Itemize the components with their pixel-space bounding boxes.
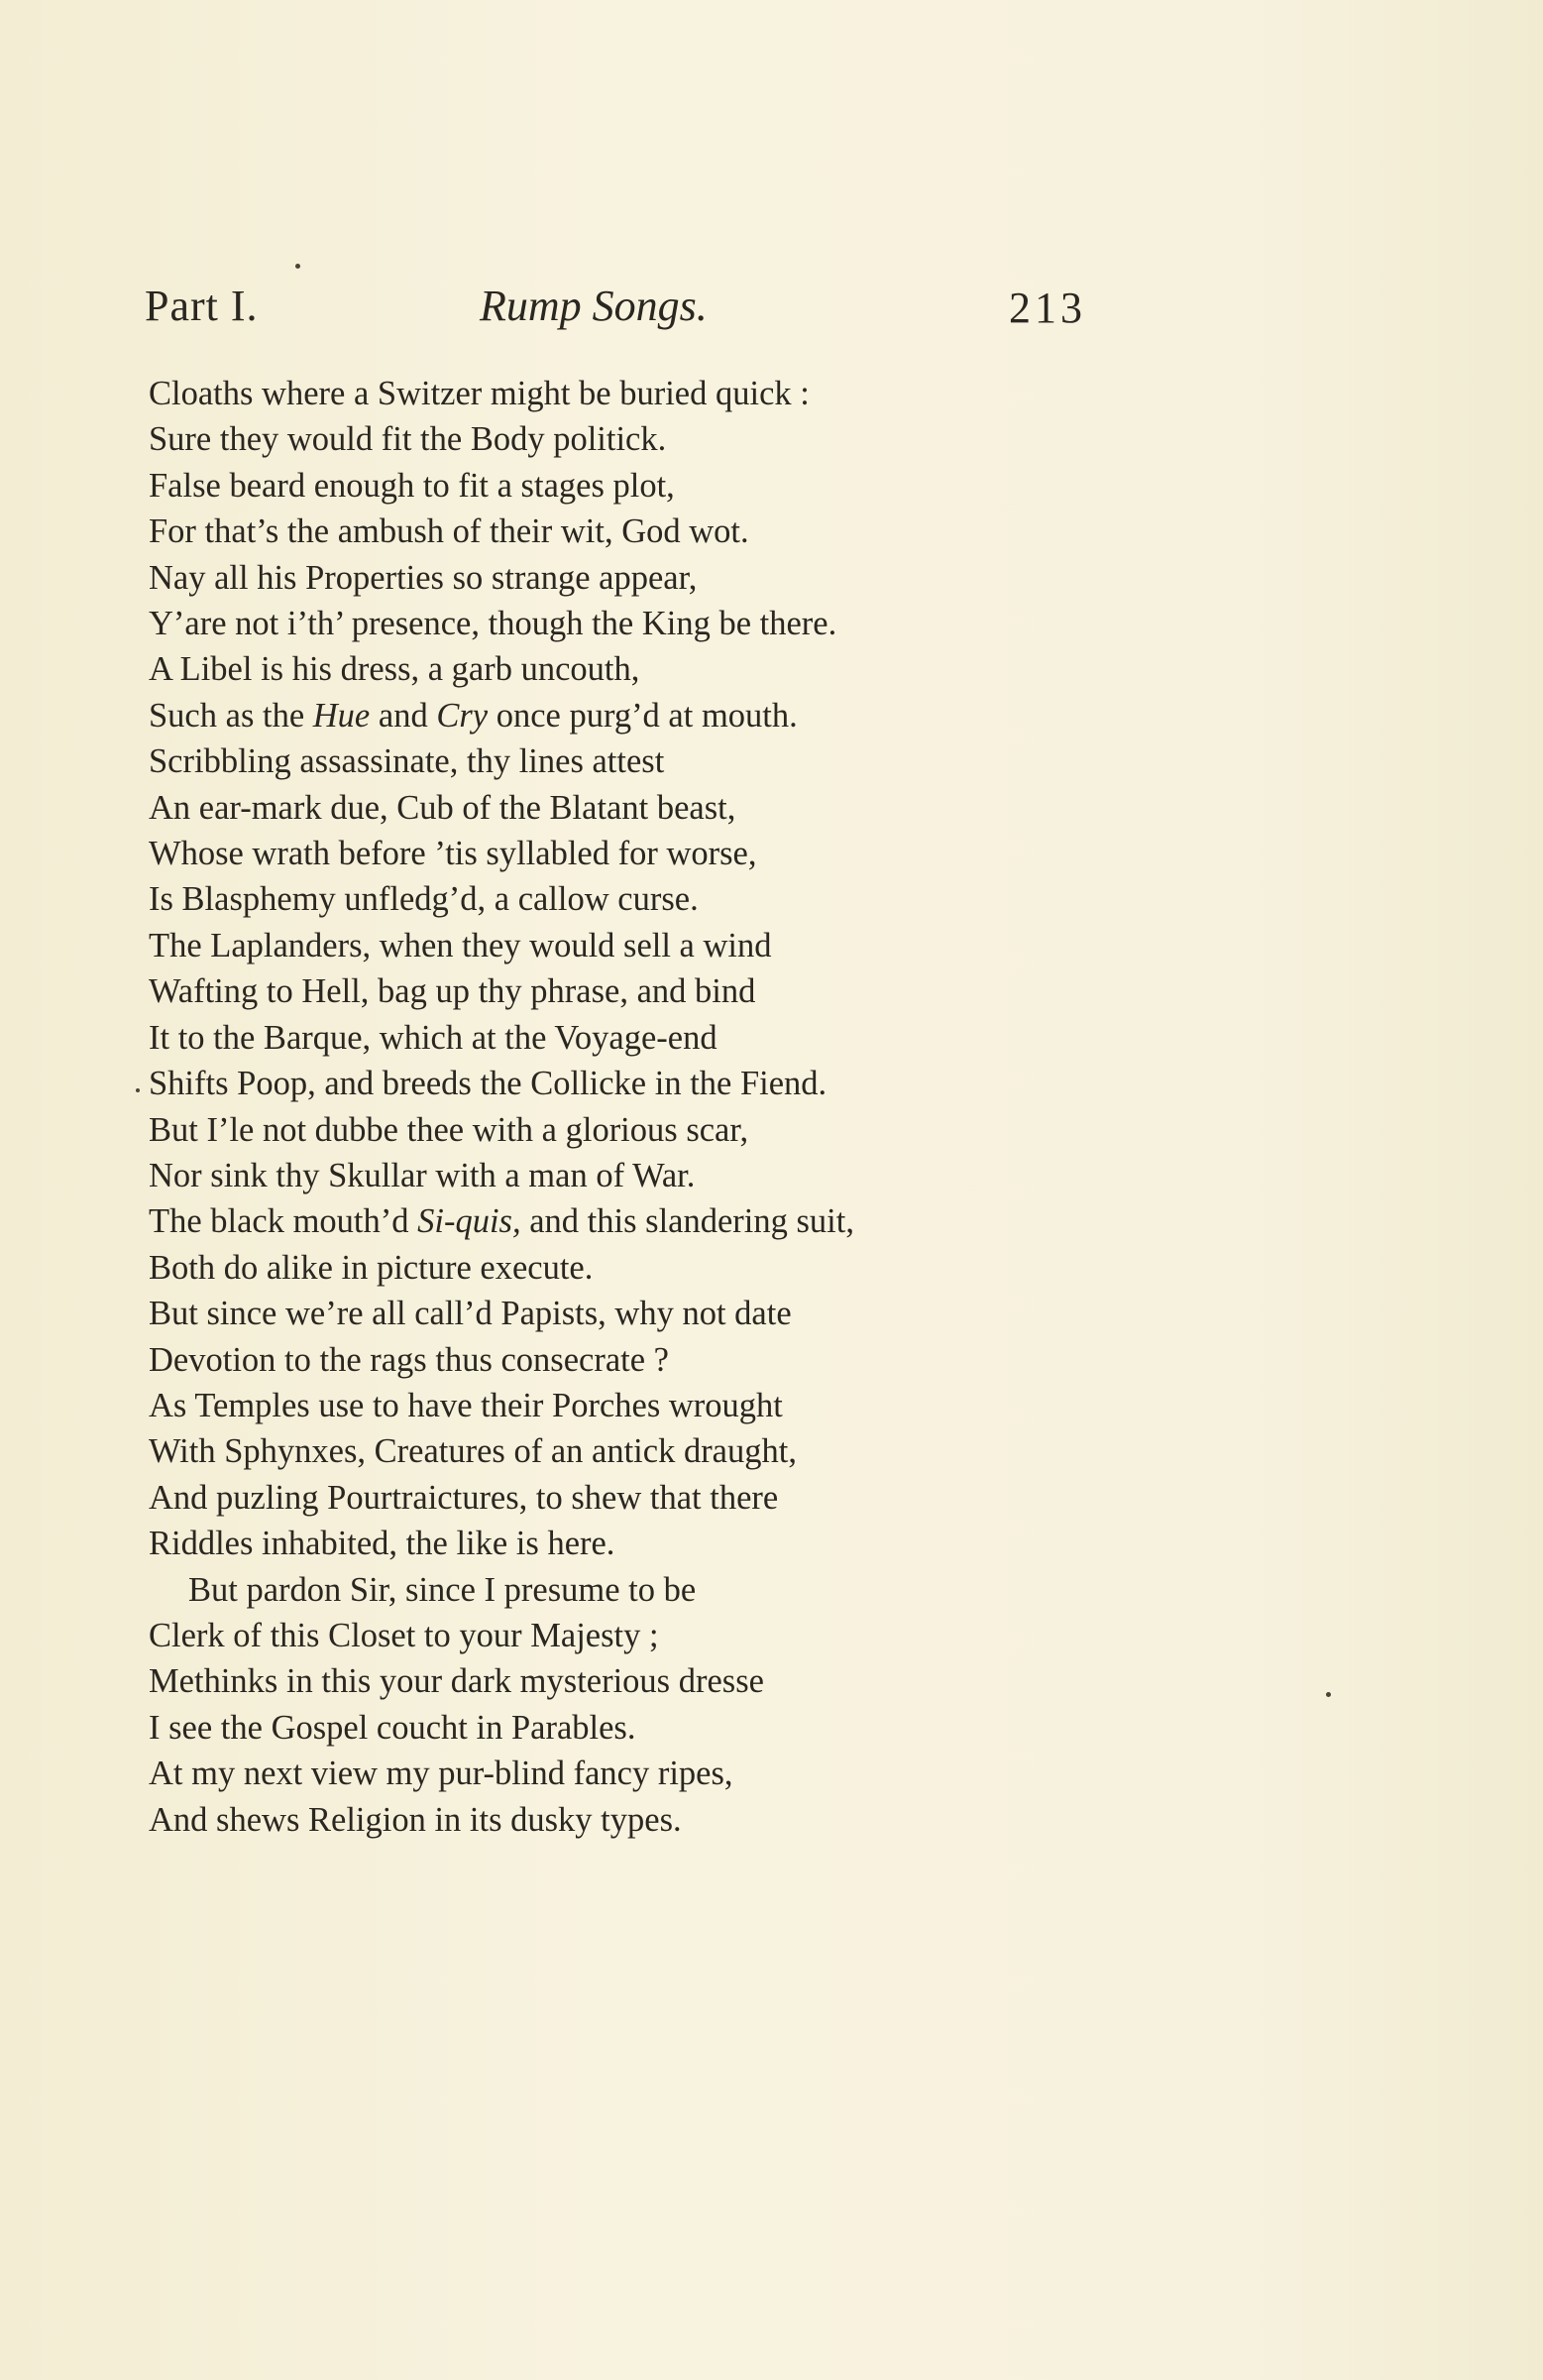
poem-line: An ear-mark due, Cub of the Blatant beast, [149, 788, 736, 827]
italic-word: Si-quis, [417, 1202, 521, 1241]
poem-line: Devotion to the rags thus consecrate ? [149, 1340, 669, 1379]
poem-line: Sure they would fit the Body politick. [149, 420, 667, 459]
line-text: and this slandering suit, [520, 1202, 854, 1241]
poem-line: For that’s the ambush of their wit, God wot. [149, 512, 749, 551]
poem-line: With Sphynxes, Creatures of an antick draught, [149, 1432, 797, 1471]
poem-line: As Temples use to have their Porches wrought [149, 1386, 783, 1424]
poem-line: Nay all his Properties so strange appear, [149, 558, 698, 597]
poem-line: But pardon Sir, since I presume to be [188, 1570, 697, 1609]
page-number: 213 [1009, 283, 1086, 332]
poem-line: Scribbling assassinate, thy lines attest [149, 742, 665, 781]
poem-line [149, 1198, 1041, 1244]
poem-line: And puzling Pourtraictures, to shew that there [149, 1478, 779, 1517]
italic-word: Hue [312, 696, 371, 735]
poem-line: And shews Religion in its dusky types. [149, 1800, 682, 1839]
running-title: Rump Songs. [480, 282, 708, 330]
line-text: Such as the [149, 696, 313, 735]
poem-line: Clerk of this Closet to your Majesty ; [149, 1616, 659, 1654]
poem-line: Methinks in this your dark mysterious dresse [149, 1662, 764, 1701]
poem-line: It to the Barque, which at the Voyage-end [149, 1018, 717, 1057]
poem-line [149, 693, 1041, 738]
poem-line: At my next view my pur-blind fancy ripes, [149, 1755, 733, 1793]
poem-line: Y’are not i’th’ presence, though the King be there. [149, 605, 837, 643]
part-label: Part I. [145, 282, 259, 330]
poem-text [149, 371, 1041, 1843]
poem-line: The Laplanders, when they would sell a wind [149, 926, 772, 964]
line-text: once purg’d at mouth. [488, 696, 798, 735]
poem-line: Is Blasphemy unfledg’d, a callow curse. [149, 880, 699, 919]
poem-line: Riddles inhabited, the like is here. [149, 1525, 615, 1563]
line-text: The black mouth’d [149, 1202, 418, 1241]
poem-line: Wafting to Hell, bag up thy phrase, and bind [149, 972, 756, 1011]
poem-line: But I’le not dubbe thee with a glorious scar, [149, 1110, 749, 1149]
ink-speck [295, 264, 300, 269]
poem-line: Nor sink thy Skullar with a man of War. [149, 1156, 696, 1194]
ink-speck [1326, 1692, 1331, 1697]
ink-speck [136, 1088, 140, 1092]
poem-line: But since we’re all call’d Papists, why not date [149, 1295, 792, 1333]
poem-line: Cloaths where a Switzer might be buried quick : [149, 375, 810, 412]
running-header [145, 281, 1086, 340]
poem-line: False beard enough to fit a stages plot, [149, 466, 675, 505]
poem-line: A Libel is his dress, a garb uncouth, [149, 650, 640, 689]
italic-word: Cry [436, 696, 489, 735]
poem-line: Whose wrath before ’tis syllabled for worse, [149, 835, 757, 873]
poem-line: Both do alike in picture execute. [149, 1248, 594, 1287]
poem-line: I see the Gospel coucht in Parables. [149, 1708, 636, 1747]
line-text: and [370, 696, 437, 735]
poem-line: Shifts Poop, and breeds the Collicke in the Fiend. [149, 1065, 827, 1103]
